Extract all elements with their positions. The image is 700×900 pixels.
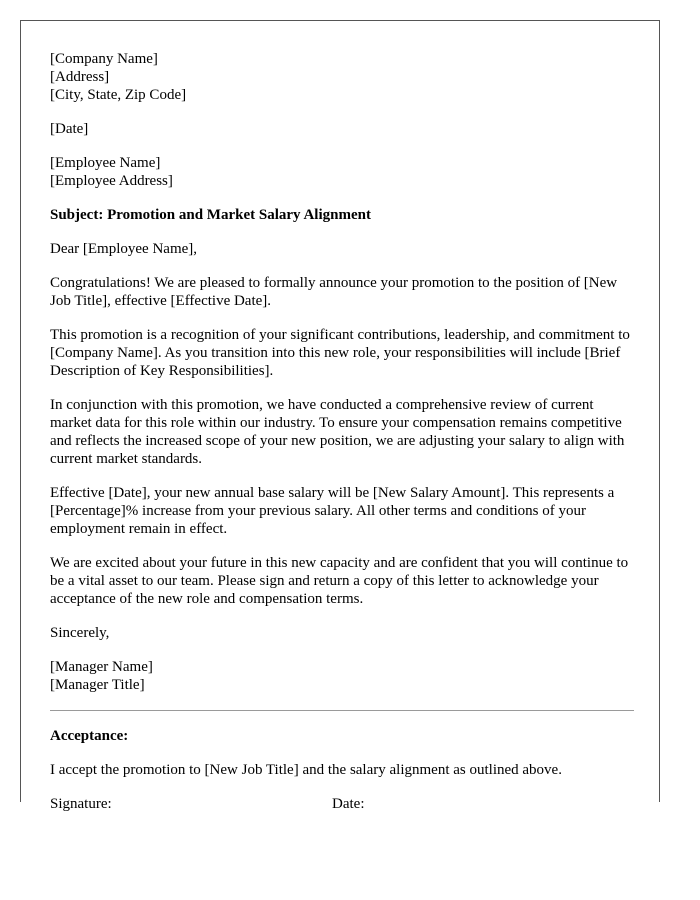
paragraph-salary-details: Effective [Date], your new annual base salary will be [New Salary Amount]. This represents a [Percentage]% increase from your previous salary. All other terms and conditions of your employment remain in effect. xyxy=(50,485,615,537)
sender-block xyxy=(50,50,634,104)
date-block xyxy=(50,120,634,138)
acceptance-heading: Acceptance: xyxy=(50,728,129,744)
recipient-block xyxy=(50,154,634,190)
acceptance-divider xyxy=(50,710,634,711)
paragraph-closing-remarks: We are excited about your future in this new capacity and are confident that you will continue to be a vital asset to our team. Please sign and return a copy of this letter to acknowledge your acceptance of the new role and compensation terms. xyxy=(50,555,629,607)
paragraph-congratulations: Congratulations! We are pleased to formally announce your promotion to the position of [New Job Title], effective [Effective Date]. xyxy=(50,275,618,309)
salutation: Dear [Employee Name], xyxy=(50,241,198,257)
sender-city-state-zip: [City, State, Zip Code] xyxy=(50,87,187,103)
signature-row xyxy=(50,795,634,813)
acceptance-date-label: Date: xyxy=(332,796,365,812)
letter-page xyxy=(20,20,660,812)
acceptance-statement: I accept the promotion to [New Job Title] and the salary alignment as outlined above. xyxy=(50,762,562,778)
sender-address: [Address] xyxy=(50,69,110,85)
subject-line: Subject: Promotion and Market Salary Alignment xyxy=(50,207,371,223)
signer-name: [Manager Name] xyxy=(50,659,153,675)
recipient-address: [Employee Address] xyxy=(50,173,173,189)
letter-content xyxy=(50,50,634,813)
signer-title: [Manager Title] xyxy=(50,677,145,693)
signer-block xyxy=(50,658,634,694)
paragraph-market-review: In conjunction with this promotion, we have conducted a comprehensive review of current market data for this role within our industry. To ensure your compensation remains competitive and reflects the increased scope of your new position, we are adjusting your salary to align with current market standards. xyxy=(50,397,625,467)
signature-label: Signature: xyxy=(50,796,112,812)
recipient-name: [Employee Name] xyxy=(50,155,161,171)
closing: Sincerely, xyxy=(50,625,110,641)
letter-date: [Date] xyxy=(50,121,89,137)
paragraph-recognition: This promotion is a recognition of your significant contributions, leadership, and commitment to [Company Name]. As you transition into this new role, your responsibilities will include [Brief Description of Key Responsibilities]. xyxy=(50,327,630,379)
sender-company-name: [Company Name] xyxy=(50,51,158,67)
